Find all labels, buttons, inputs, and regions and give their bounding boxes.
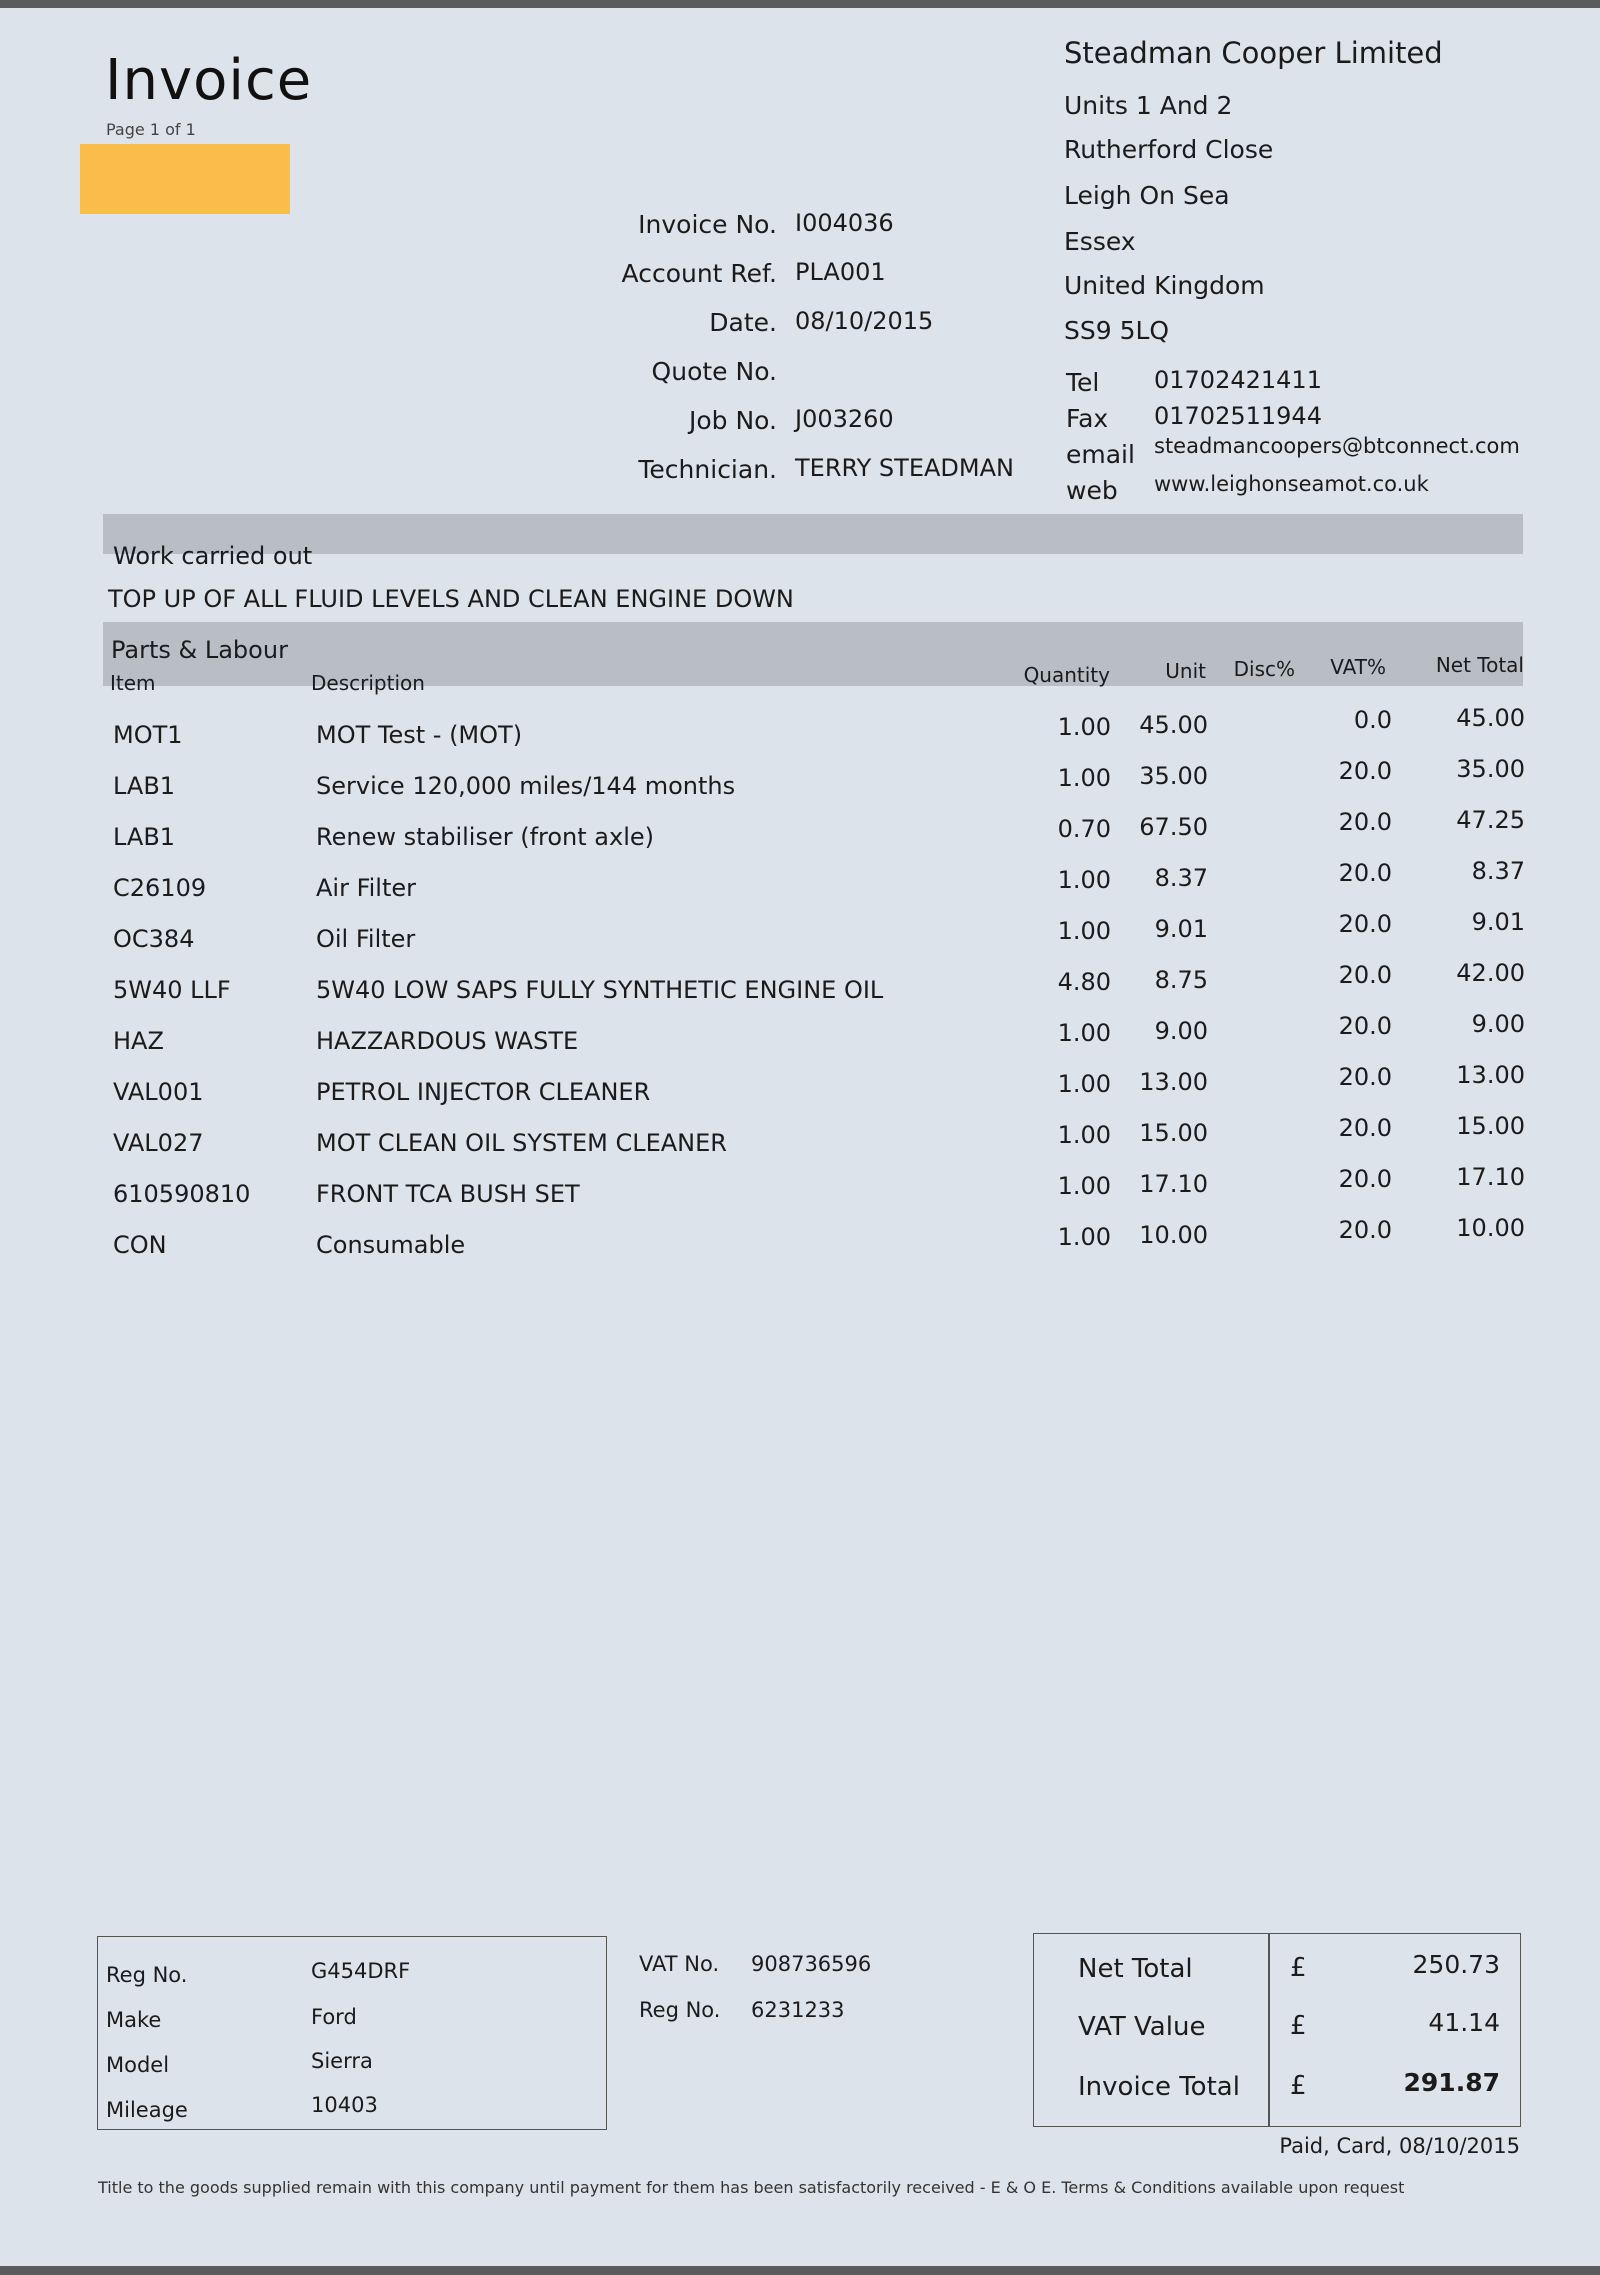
vehicle-model-label: Model — [106, 2053, 170, 2077]
row-net: 42.00 — [1456, 959, 1525, 987]
row-net: 17.10 — [1456, 1163, 1525, 1191]
row-vat: 20.0 — [1338, 910, 1392, 938]
row-vat: 20.0 — [1338, 1063, 1392, 1091]
row-item: MOT1 — [113, 721, 183, 749]
row-vat: 20.0 — [1338, 757, 1392, 785]
row-description: Air Filter — [316, 874, 417, 902]
account-ref-label: Account Ref. — [621, 259, 777, 288]
row-quantity: 1.00 — [1057, 1121, 1111, 1149]
net-total-currency: £ — [1290, 1953, 1307, 1983]
row-net: 15.00 — [1456, 1112, 1525, 1140]
row-unit: 67.50 — [1139, 813, 1208, 841]
row-item: LAB1 — [113, 823, 176, 851]
row-net: 45.00 — [1456, 704, 1525, 732]
col-vat: VAT% — [1330, 655, 1386, 679]
payment-status: Paid, Card, 08/10/2015 — [1279, 2134, 1520, 2158]
address-line: Units 1 And 2 — [1064, 91, 1233, 120]
row-unit: 17.10 — [1139, 1170, 1208, 1198]
vat-no-label: VAT No. — [639, 1952, 720, 1976]
row-vat: 20.0 — [1338, 1165, 1392, 1193]
vehicle-model-value: Sierra — [311, 2049, 373, 2073]
row-description: MOT Test - (MOT) — [316, 721, 523, 749]
invoice-no-value: I004036 — [795, 209, 894, 237]
row-description: HAZZARDOUS WASTE — [316, 1027, 579, 1055]
row-item: CON — [113, 1231, 167, 1259]
row-quantity: 1.00 — [1057, 1070, 1111, 1098]
address-line: Essex — [1064, 227, 1136, 256]
col-description: Description — [311, 671, 425, 695]
row-vat: 20.0 — [1338, 961, 1392, 989]
web-label: web — [1066, 476, 1118, 505]
fax-label: Fax — [1066, 404, 1109, 433]
page-number: Page 1 of 1 — [106, 120, 196, 139]
work-band — [103, 514, 1523, 554]
row-description: 5W40 LOW SAPS FULLY SYNTHETIC ENGINE OIL — [316, 976, 884, 1004]
parts-heading: Parts & Labour — [111, 636, 288, 664]
web-link[interactable]: www.leighonseamot.co.uk — [1154, 472, 1429, 496]
row-unit: 9.00 — [1154, 1017, 1208, 1045]
row-net: 8.37 — [1471, 857, 1525, 885]
fax-value: 01702511944 — [1154, 402, 1322, 430]
row-net: 35.00 — [1456, 755, 1525, 783]
row-unit: 8.37 — [1154, 864, 1208, 892]
row-quantity: 1.00 — [1057, 1172, 1111, 1200]
job-no-value: J003260 — [795, 405, 894, 433]
row-unit: 13.00 — [1139, 1068, 1208, 1096]
row-description: Service 120,000 miles/144 months — [316, 772, 736, 800]
row-unit: 10.00 — [1139, 1221, 1208, 1249]
invoice-page — [0, 8, 1600, 2266]
totals-divider — [1268, 1933, 1270, 2127]
invoice-no-label: Invoice No. — [638, 210, 777, 239]
vat-value-amount: 41.14 — [1428, 2008, 1500, 2037]
row-unit: 45.00 — [1139, 711, 1208, 739]
row-description: Consumable — [316, 1231, 466, 1259]
row-quantity: 4.80 — [1057, 968, 1111, 996]
row-net: 9.00 — [1471, 1010, 1525, 1038]
col-item: Item — [110, 671, 156, 695]
row-vat: 20.0 — [1338, 1216, 1392, 1244]
row-item: 610590810 — [113, 1180, 251, 1208]
work-description: TOP UP OF ALL FLUID LEVELS AND CLEAN ENGINE DOWN — [108, 585, 794, 613]
redacted-block — [80, 144, 290, 214]
row-quantity: 1.00 — [1057, 764, 1111, 792]
net-total-label: Net Total — [1078, 1954, 1193, 1984]
row-item: VAL027 — [113, 1129, 204, 1157]
quote-no-label: Quote No. — [651, 357, 777, 386]
row-quantity: 1.00 — [1057, 1223, 1111, 1251]
row-vat: 0.0 — [1353, 706, 1392, 734]
net-total-value: 250.73 — [1412, 1950, 1500, 1979]
row-item: HAZ — [113, 1027, 164, 1055]
vehicle-reg-label: Reg No. — [106, 1963, 188, 1987]
vehicle-make-label: Make — [106, 2008, 162, 2032]
row-quantity: 1.00 — [1057, 866, 1111, 894]
vehicle-make-value: Ford — [311, 2005, 357, 2029]
col-quantity: Quantity — [1023, 663, 1110, 687]
row-net: 47.25 — [1456, 806, 1525, 834]
row-quantity: 1.00 — [1057, 1019, 1111, 1047]
row-quantity: 1.00 — [1057, 917, 1111, 945]
row-unit: 15.00 — [1139, 1119, 1208, 1147]
row-description: Renew stabiliser (front axle) — [316, 823, 655, 851]
tel-value: 01702421411 — [1154, 366, 1322, 394]
col-net-total: Net Total — [1435, 653, 1524, 677]
row-quantity: 1.00 — [1057, 713, 1111, 741]
job-no-label: Job No. — [689, 406, 777, 435]
vat-value-label: VAT Value — [1078, 2012, 1206, 2042]
row-vat: 20.0 — [1338, 808, 1392, 836]
invoice-total-value: 291.87 — [1403, 2068, 1500, 2097]
row-unit: 9.01 — [1154, 915, 1208, 943]
row-unit: 8.75 — [1154, 966, 1208, 994]
row-item: 5W40 LLF — [113, 976, 231, 1004]
technician-value: TERRY STEADMAN — [795, 454, 1014, 482]
col-unit: Unit — [1165, 659, 1206, 683]
postcode: SS9 5LQ — [1064, 316, 1170, 345]
address-line: Rutherford Close — [1064, 135, 1274, 164]
row-vat: 20.0 — [1338, 1012, 1392, 1040]
vat-value-currency: £ — [1290, 2011, 1307, 2041]
col-disc: Disc% — [1233, 657, 1295, 681]
row-unit: 35.00 — [1139, 762, 1208, 790]
row-net: 9.01 — [1471, 908, 1525, 936]
row-net: 10.00 — [1456, 1214, 1525, 1242]
email-link[interactable]: steadmancoopers@btconnect.com — [1154, 434, 1520, 458]
invoice-title: Invoice — [105, 48, 313, 113]
row-description: FRONT TCA BUSH SET — [316, 1180, 580, 1208]
company-reg-value: 6231233 — [751, 1998, 845, 2022]
address-line: Leigh On Sea — [1064, 181, 1230, 210]
terms-footer: Title to the goods supplied remain with this company until payment for them has been satisfactorily received - E & O E. Terms & Conditions available upon request — [98, 2178, 1405, 2197]
row-item: VAL001 — [113, 1078, 204, 1106]
vehicle-mileage-value: 10403 — [311, 2093, 378, 2117]
invoice-total-currency: £ — [1290, 2071, 1307, 2101]
row-item: C26109 — [113, 874, 207, 902]
row-net: 13.00 — [1456, 1061, 1525, 1089]
vehicle-reg-value: G454DRF — [311, 1959, 411, 1983]
row-vat: 20.0 — [1338, 859, 1392, 887]
vat-no-value: 908736596 — [751, 1952, 872, 1976]
row-description: MOT CLEAN OIL SYSTEM CLEANER — [316, 1129, 727, 1157]
row-description: PETROL INJECTOR CLEANER — [316, 1078, 651, 1106]
tel-label: Tel — [1066, 368, 1100, 397]
address-line: United Kingdom — [1064, 271, 1265, 300]
technician-label: Technician. — [638, 455, 777, 484]
account-ref-value: PLA001 — [795, 258, 886, 286]
company-name: Steadman Cooper Limited — [1064, 36, 1443, 70]
email-label: email — [1066, 440, 1135, 469]
row-vat: 20.0 — [1338, 1114, 1392, 1142]
date-label: Date. — [709, 308, 777, 337]
work-heading: Work carried out — [113, 542, 313, 570]
row-item: OC384 — [113, 925, 195, 953]
invoice-total-label: Invoice Total — [1078, 2072, 1240, 2102]
company-reg-label: Reg No. — [639, 1998, 721, 2022]
row-quantity: 0.70 — [1057, 815, 1111, 843]
date-value: 08/10/2015 — [795, 307, 934, 335]
row-item: LAB1 — [113, 772, 176, 800]
row-description: Oil Filter — [316, 925, 416, 953]
vehicle-mileage-label: Mileage — [106, 2098, 188, 2122]
